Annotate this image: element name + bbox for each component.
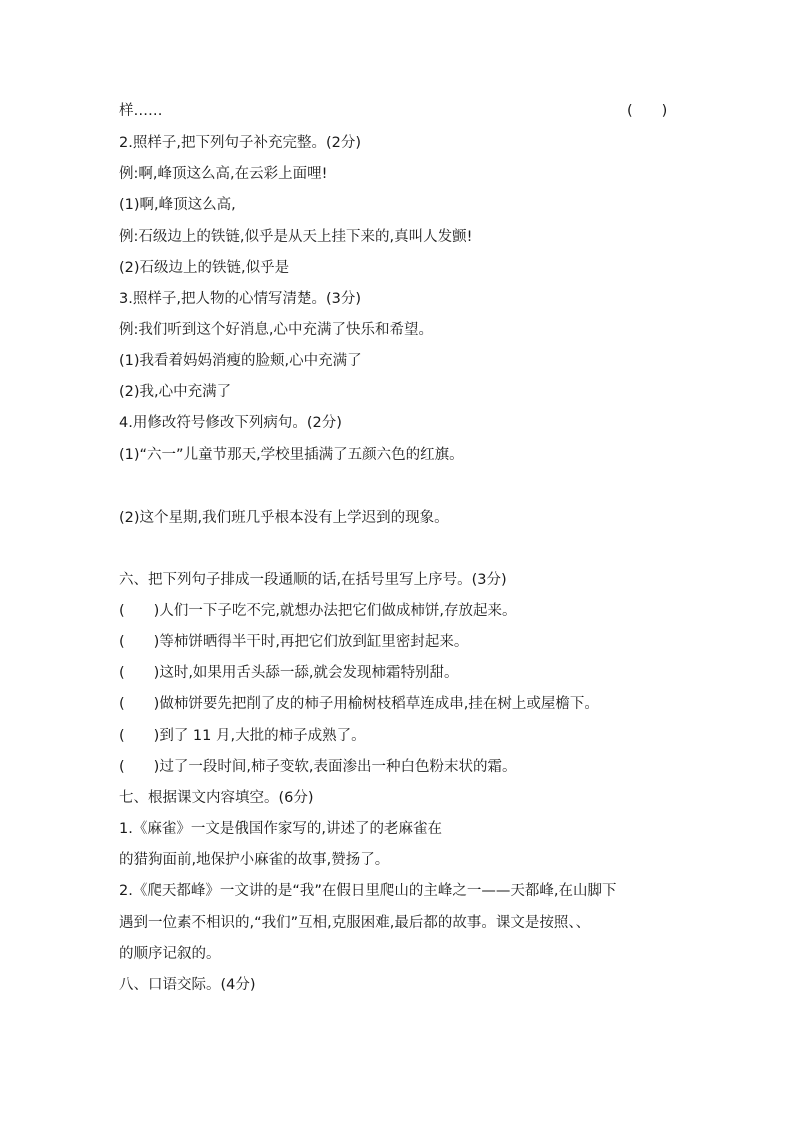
ordering-item: ( )到了 11 月,大批的柿子成熟了。	[119, 728, 366, 744]
text-line: (2)这个星期,我们班几乎根本没有上学迟到的现象。	[119, 510, 449, 526]
question-heading: 4.用修改符号修改下列病句。(2分)	[119, 415, 342, 431]
example-line: 例:我们听到这个好消息,心中充满了快乐和希望。	[119, 322, 433, 338]
text-line: (2)石级边上的铁链,似乎是	[119, 260, 290, 276]
ordering-item: ( )这时,如果用舌头舔一舔,就会发现柿霜特别甜。	[119, 665, 459, 681]
text-line: 2.《爬天都峰》一文讲的是“我”在假日里爬山的主峰之一——天都峰,在山脚下	[119, 883, 617, 899]
text-line: 样……	[119, 103, 163, 119]
question-heading: 3.照样子,把人物的心情写清楚。(3分)	[119, 291, 361, 307]
text-line: (1)啊,峰顶这么高,	[119, 197, 236, 213]
answer-parentheses: ( )	[627, 103, 668, 119]
text-line: 的顺序记叙的。	[119, 946, 221, 962]
section-heading: 八、口语交际。(4分)	[119, 977, 256, 993]
text-line: (2)我,心中充满了	[119, 384, 232, 400]
text-line: (1)“六一”儿童节那天,学校里插满了五颜六色的红旗。	[119, 447, 464, 463]
text-line: 遇到一位素不相识的,“我们”互相,克服困难,最后都的故事。课文是按照、、	[119, 915, 591, 931]
section-heading: 七、根据课文内容填空。(6分)	[119, 790, 314, 806]
ordering-item: ( )等柿饼晒得半干时,再把它们放到缸里密封起来。	[119, 634, 469, 650]
text-line: (1)我看着妈妈消瘦的脸颊,心中充满了	[119, 353, 362, 369]
example-line: 例:石级边上的铁链,似乎是从天上挂下来的,真叫人发颤!	[119, 229, 473, 245]
question-heading: 2.照样子,把下列句子补充完整。(2分)	[119, 135, 361, 151]
ordering-item: ( )做柿饼要先把削了皮的柿子用榆树枝稻草连成串,挂在树上或屋檐下。	[119, 696, 599, 712]
section-heading: 六、把下列句子排成一段通顺的话,在括号里写上序号。(3分)	[119, 572, 507, 588]
text-line: 1.《麻雀》一文是俄国作家写的,讲述了的老麻雀在	[119, 821, 442, 837]
ordering-item: ( )人们一下子吃不完,就想办法把它们做成柿饼,存放起来。	[119, 603, 517, 619]
example-line: 例:啊,峰顶这么高,在云彩上面哩!	[119, 166, 328, 182]
ordering-item: ( )过了一段时间,柿子变软,表面渗出一种白色粉末状的霜。	[119, 759, 517, 775]
text-line: 的猎狗面前,地保护小麻雀的故事,赞扬了。	[119, 852, 390, 868]
